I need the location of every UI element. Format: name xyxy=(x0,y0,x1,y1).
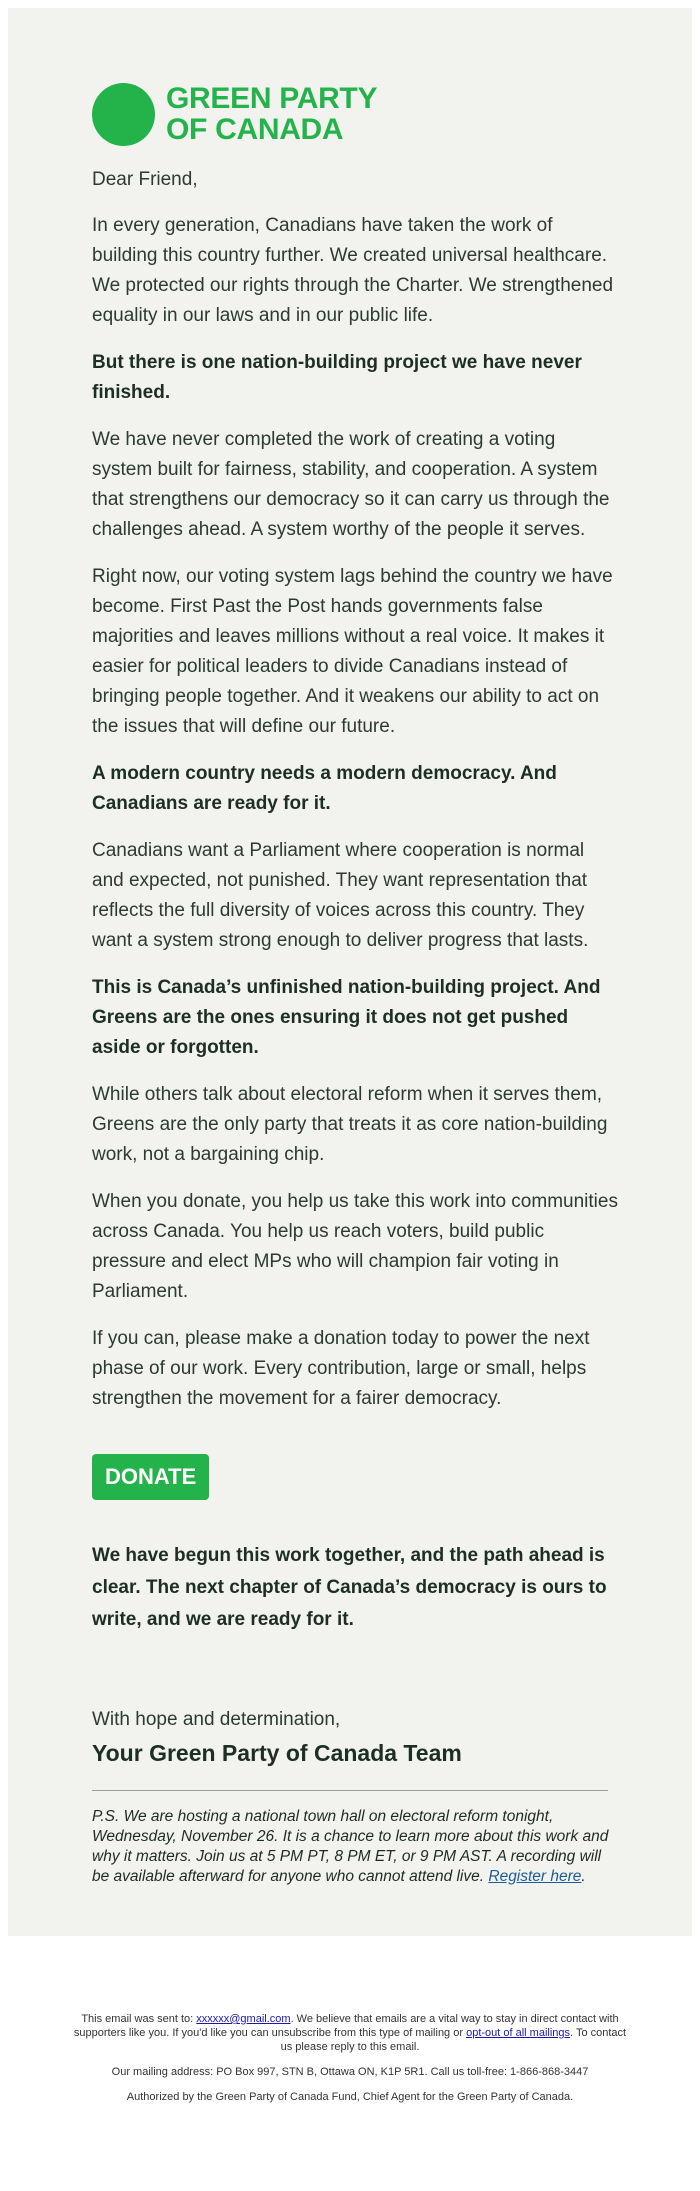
postscript-text: P.S. We are hosting a national town hall on electoral reform tonight, Wednesday, November 26. It is a chance to learn more about this work and why it matters. Join us at 5 PM PT, 8 PM ET, or 9 PM AST. A recording will be available afterward for anyone who cannot attend live. xyxy=(92,1808,609,1885)
logo-line-1: GREEN PARTY xyxy=(166,82,378,115)
email-footer xyxy=(70,2012,630,2115)
paragraph-3: We have never completed the work of creating a voting system built for fairness, stability, and cooperation. A system that strengthens our democracy so it can carry us through the challenges ahead. A system worthy of the people it serves. xyxy=(92,429,610,540)
paragraph-9: When you donate, you help us take this work into communities across Canada. You help us reach voters, build public pressure and elect MPs who will champion fair voting in Parliament. xyxy=(92,1191,618,1302)
paragraph-1: In every generation, Canadians have taken the work of building this country further. We created universal healthcare. We protected our rights through the Charter. We strengthened equality in our laws and in our public life. xyxy=(92,215,614,326)
postscript xyxy=(92,1807,618,1887)
footer-address: Our mailing address: PO Box 997, STN B, Ottawa ON, K1P 5R1. Call us toll-free: 1-866-868-3447 xyxy=(111,2066,589,2078)
paragraph-10: If you can, please make a donation today to power the next phase of our work. Every contribution, large or small, helps strengthen the movement for a fairer democracy. xyxy=(92,1328,590,1409)
footer-email-link[interactable]: xxxxxx@gmail.com xyxy=(196,2013,291,2025)
paragraph-4: Right now, our voting system lags behind the country we have become. First Past the Post hands governments false majorities and leaves millions without a real voice. It makes it easier for political leaders to divide Canadians instead of bringing people together. And it weakens our ability to act on the issues that will define our future. xyxy=(92,566,613,737)
footer-sent-suffix: . To contact us please reply to this email. xyxy=(280,2027,627,2053)
footer-sent-middle: . We believe that emails are a vital way to stay in direct contact with supporters like you. If you'd like you can unsubscribe from this type of mailing or xyxy=(73,2013,619,2039)
postscript-end: . xyxy=(581,1868,586,1885)
green-party-logo xyxy=(92,82,618,146)
footer-authorized: Authorized by the Green Party of Canada Fund, Chief Agent for the Green Party of Canada. xyxy=(126,2091,574,2103)
email-card xyxy=(8,8,692,1936)
opt-out-link[interactable]: opt-out of all mailings xyxy=(466,2027,571,2039)
footer-sent-notice xyxy=(70,2012,630,2054)
footer-sent-prefix: This email was sent to: xyxy=(81,2013,194,2025)
paragraph-7-bold: This is Canada’s unfinished nation-building project. And Greens are the ones ensuring it does not get pushed aside or forgotten. xyxy=(92,977,601,1058)
team-signature: Your Green Party of Canada Team xyxy=(92,1740,462,1766)
signoff: With hope and determination, xyxy=(92,1709,341,1730)
paragraph-2-bold: But there is one nation-building project we have never finished. xyxy=(92,352,582,403)
salutation: Dear Friend, xyxy=(92,169,198,190)
register-here-link[interactable]: Register here xyxy=(488,1868,582,1885)
paragraph-6: Canadians want a Parliament where cooperation is normal and expected, not punished. They want representation that reflects the full diversity of voices across this country. They want a system strong enough to deliver progress that lasts. xyxy=(92,840,589,951)
logo-line-2: OF CANADA xyxy=(166,113,344,146)
logo-circle-icon xyxy=(92,83,155,146)
email-content xyxy=(92,82,618,1887)
paragraph-8: While others talk about electoral reform when it serves them, Greens are the only party that treats it as core nation-building work, not a bargaining chip. xyxy=(92,1084,608,1165)
divider xyxy=(92,1790,608,1791)
closing-statement: We have begun this work together, and the path ahead is clear. The next chapter of Canada’s democracy is ours to write, and we are ready for it. xyxy=(92,1545,607,1630)
logo-wordmark xyxy=(166,83,377,145)
donate-button[interactable]: DONATE xyxy=(92,1454,209,1500)
paragraph-5-bold: A modern country needs a modern democracy. And Canadians are ready for it. xyxy=(92,763,557,814)
